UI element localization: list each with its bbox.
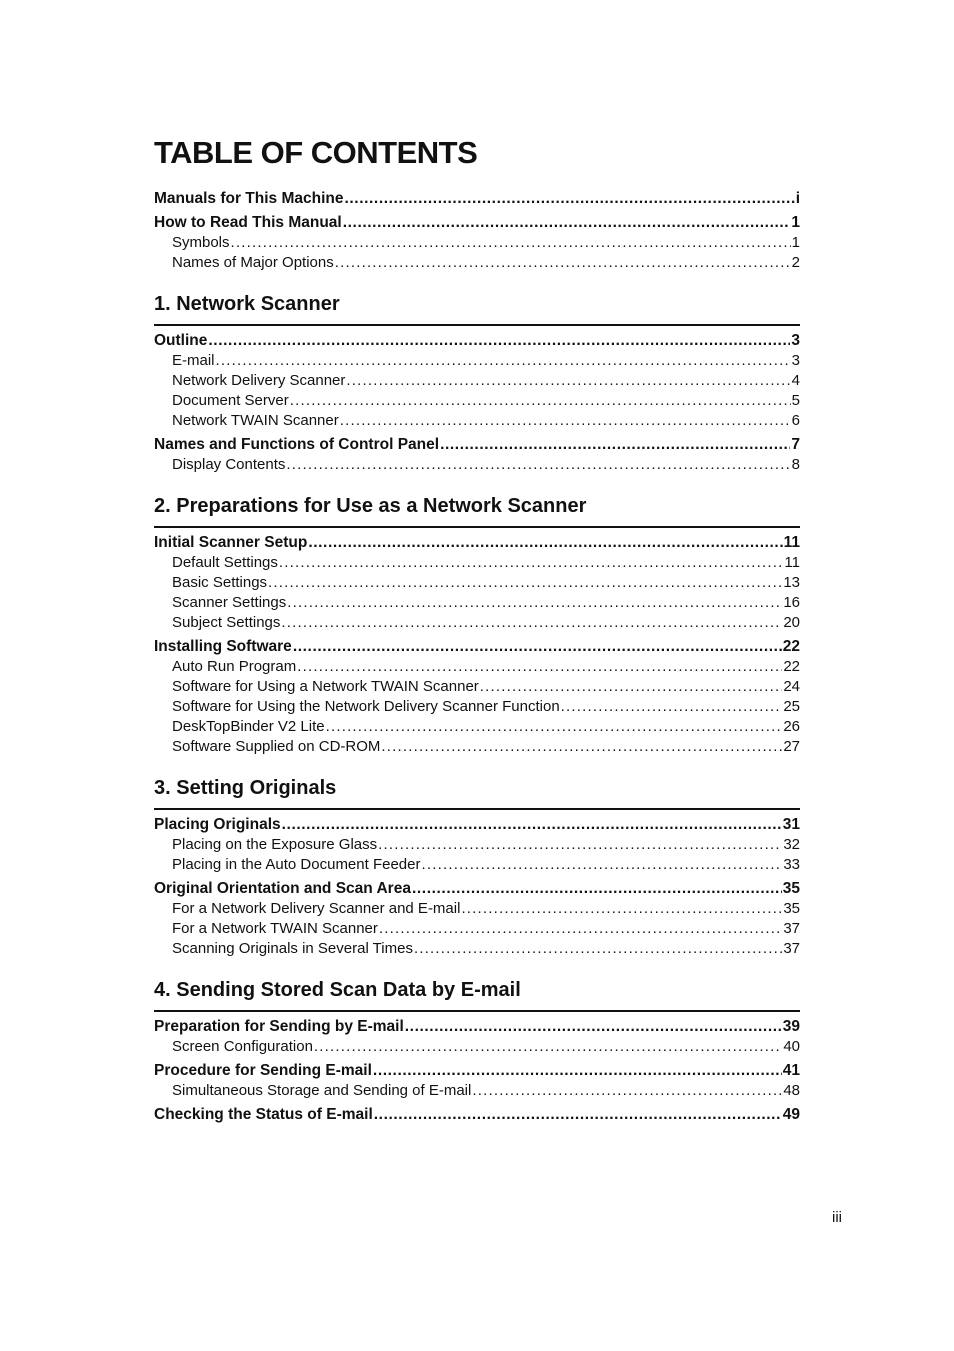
chapter-section bbox=[154, 291, 800, 475]
entry-title: How to Read This Manual bbox=[154, 214, 342, 231]
toc-subentry[interactable] bbox=[154, 697, 800, 717]
entry-title: Auto Run Program bbox=[172, 658, 297, 675]
dot-leader bbox=[268, 573, 782, 593]
toc-subentry[interactable] bbox=[154, 939, 800, 959]
entry-page-number: 41 bbox=[782, 1062, 800, 1079]
dot-leader bbox=[405, 1016, 782, 1037]
dot-leader bbox=[346, 371, 790, 391]
entry-title: Simultaneous Storage and Sending of E-mail bbox=[172, 1082, 472, 1099]
entry-title: Original Orientation and Scan Area bbox=[154, 880, 411, 897]
dot-leader bbox=[282, 814, 782, 835]
dot-leader bbox=[561, 697, 783, 717]
entry-page-number: 1 bbox=[791, 234, 800, 251]
toc-entry[interactable] bbox=[154, 814, 800, 835]
entry-page-number: 35 bbox=[783, 900, 800, 917]
toc-entry[interactable] bbox=[154, 330, 800, 351]
page-number: iii bbox=[832, 1209, 842, 1226]
toc-subentry[interactable] bbox=[154, 1081, 800, 1101]
dot-leader bbox=[373, 1060, 782, 1081]
toc-subentry[interactable] bbox=[154, 855, 800, 875]
entry-page-number: 5 bbox=[791, 392, 800, 409]
entry-page-number: 13 bbox=[783, 574, 800, 591]
entry-page-number: 39 bbox=[782, 1018, 800, 1035]
entry-page-number: 37 bbox=[783, 940, 800, 957]
chapter-section bbox=[154, 775, 800, 959]
toc-entry[interactable] bbox=[154, 636, 800, 657]
entry-title: Placing Originals bbox=[154, 816, 281, 833]
entry-page-number: 27 bbox=[783, 738, 800, 755]
dot-leader bbox=[308, 532, 782, 553]
toc-subentry[interactable] bbox=[154, 717, 800, 737]
entry-title: Network Delivery Scanner bbox=[172, 372, 346, 389]
toc-entry[interactable] bbox=[154, 188, 800, 209]
dot-leader bbox=[340, 411, 791, 431]
entry-page-number: 16 bbox=[783, 594, 800, 611]
chapter-heading[interactable]: 4. Sending Stored Scan Data by E-mail bbox=[154, 977, 800, 1012]
dot-leader bbox=[472, 1081, 782, 1101]
dot-leader bbox=[379, 919, 782, 939]
dot-leader bbox=[414, 939, 782, 959]
chapter-section bbox=[154, 977, 800, 1125]
entry-title: Software Supplied on CD-ROM bbox=[172, 738, 381, 755]
entry-title: Scanning Originals in Several Times bbox=[172, 940, 413, 957]
entry-title: Symbols bbox=[172, 234, 230, 251]
entry-title: Placing on the Exposure Glass bbox=[172, 836, 378, 853]
toc-entry[interactable] bbox=[154, 1060, 800, 1081]
entry-page-number: 3 bbox=[791, 332, 800, 349]
entry-page-number: 25 bbox=[783, 698, 800, 715]
toc-subentry[interactable] bbox=[154, 553, 800, 573]
toc-subentry[interactable] bbox=[154, 573, 800, 593]
toc-subentry[interactable] bbox=[154, 1037, 800, 1057]
toc-subentry[interactable] bbox=[154, 919, 800, 939]
entry-title: Software for Using a Network TWAIN Scanner bbox=[172, 678, 479, 695]
entry-title: Display Contents bbox=[172, 456, 286, 473]
dot-leader bbox=[374, 1104, 782, 1125]
toc-entry[interactable] bbox=[154, 532, 800, 553]
toc-subentry[interactable] bbox=[154, 899, 800, 919]
dot-leader bbox=[286, 455, 790, 475]
table-of-contents bbox=[154, 188, 800, 1125]
entry-title: Default Settings bbox=[172, 554, 278, 571]
dot-leader bbox=[293, 636, 782, 657]
entry-page-number: 32 bbox=[783, 836, 800, 853]
dot-leader bbox=[290, 391, 791, 411]
entry-title: Basic Settings bbox=[172, 574, 268, 591]
entry-page-number: 31 bbox=[782, 816, 800, 833]
toc-subentry[interactable] bbox=[154, 677, 800, 697]
entry-page-number: 11 bbox=[783, 534, 800, 551]
toc-subentry[interactable] bbox=[154, 455, 800, 475]
toc-entry[interactable] bbox=[154, 212, 800, 233]
dot-leader bbox=[421, 855, 782, 875]
toc-entry[interactable] bbox=[154, 434, 800, 455]
entry-page-number: 8 bbox=[791, 456, 800, 473]
entry-page-number: 2 bbox=[791, 254, 800, 271]
toc-subentry[interactable] bbox=[154, 613, 800, 633]
entry-page-number: 4 bbox=[791, 372, 800, 389]
entry-title: Initial Scanner Setup bbox=[154, 534, 308, 551]
entry-page-number: 40 bbox=[783, 1038, 800, 1055]
page-title: TABLE OF CONTENTS bbox=[154, 135, 478, 170]
dot-leader bbox=[378, 835, 782, 855]
entry-title: Checking the Status of E-mail bbox=[154, 1106, 373, 1123]
entry-title: Outline bbox=[154, 332, 208, 349]
entry-page-number: i bbox=[795, 190, 800, 207]
toc-subentry[interactable] bbox=[154, 233, 800, 253]
dot-leader bbox=[231, 233, 791, 253]
toc-subentry[interactable] bbox=[154, 371, 800, 391]
entry-title: Scanner Settings bbox=[172, 594, 287, 611]
dot-leader bbox=[287, 593, 782, 613]
toc-subentry[interactable] bbox=[154, 411, 800, 431]
chapter-heading[interactable]: 1. Network Scanner bbox=[154, 291, 800, 326]
dot-leader bbox=[343, 212, 791, 233]
entry-page-number: 20 bbox=[783, 614, 800, 631]
entry-title: Installing Software bbox=[154, 638, 292, 655]
dot-leader bbox=[440, 434, 790, 455]
toc-entry[interactable] bbox=[154, 1104, 800, 1125]
entry-title: Network TWAIN Scanner bbox=[172, 412, 339, 429]
entry-page-number: 3 bbox=[791, 352, 800, 369]
entry-page-number: 11 bbox=[784, 554, 800, 571]
entry-page-number: 48 bbox=[783, 1082, 800, 1099]
entry-page-number: 35 bbox=[782, 880, 800, 897]
toc-subentry[interactable] bbox=[154, 657, 800, 677]
entry-title: Names of Major Options bbox=[172, 254, 334, 271]
entry-title: For a Network TWAIN Scanner bbox=[172, 920, 378, 937]
front-matter-group bbox=[154, 188, 800, 273]
dot-leader bbox=[461, 899, 782, 919]
dot-leader bbox=[216, 351, 791, 371]
entry-title: Procedure for Sending E-mail bbox=[154, 1062, 372, 1079]
toc-entry[interactable] bbox=[154, 878, 800, 899]
entry-title: DeskTopBinder V2 Lite bbox=[172, 718, 325, 735]
dot-leader bbox=[344, 188, 794, 209]
dot-leader bbox=[381, 737, 782, 757]
entry-page-number: 6 bbox=[791, 412, 800, 429]
dot-leader bbox=[412, 878, 782, 899]
entry-title: For a Network Delivery Scanner and E-mail bbox=[172, 900, 461, 917]
entry-page-number: 49 bbox=[782, 1106, 800, 1123]
dot-leader bbox=[326, 717, 783, 737]
dot-leader bbox=[208, 330, 790, 351]
entry-title: Software for Using the Network Delivery Scanner Function bbox=[172, 698, 560, 715]
entry-title: Placing in the Auto Document Feeder bbox=[172, 856, 421, 873]
entry-title: Names and Functions of Control Panel bbox=[154, 436, 440, 453]
entry-title: Preparation for Sending by E-mail bbox=[154, 1018, 404, 1035]
chapter-section bbox=[154, 493, 800, 757]
toc-subentry[interactable] bbox=[154, 351, 800, 371]
toc-entry[interactable] bbox=[154, 1016, 800, 1037]
chapter-heading[interactable]: 3. Setting Originals bbox=[154, 775, 800, 810]
entry-page-number: 22 bbox=[782, 638, 800, 655]
dot-leader bbox=[480, 677, 783, 697]
entry-title: Manuals for This Machine bbox=[154, 190, 344, 207]
toc-subentry[interactable] bbox=[154, 835, 800, 855]
toc-subentry[interactable] bbox=[154, 737, 800, 757]
toc-subentry[interactable] bbox=[154, 391, 800, 411]
toc-subentry[interactable] bbox=[154, 253, 800, 273]
dot-leader bbox=[281, 613, 782, 633]
dot-leader bbox=[279, 553, 784, 573]
entry-page-number: 7 bbox=[791, 436, 800, 453]
dot-leader bbox=[335, 253, 791, 273]
entry-page-number: 1 bbox=[791, 214, 800, 231]
entry-page-number: 26 bbox=[783, 718, 800, 735]
entry-page-number: 22 bbox=[783, 658, 800, 675]
entry-page-number: 24 bbox=[783, 678, 800, 695]
entry-title: E-mail bbox=[172, 352, 215, 369]
dot-leader bbox=[297, 657, 782, 677]
entry-title: Screen Configuration bbox=[172, 1038, 313, 1055]
entry-title: Subject Settings bbox=[172, 614, 281, 631]
chapter-heading[interactable]: 2. Preparations for Use as a Network Scanner bbox=[154, 493, 800, 528]
toc-subentry[interactable] bbox=[154, 593, 800, 613]
entry-title: Document Server bbox=[172, 392, 289, 409]
dot-leader bbox=[314, 1037, 782, 1057]
entry-page-number: 37 bbox=[783, 920, 800, 937]
entry-page-number: 33 bbox=[783, 856, 800, 873]
